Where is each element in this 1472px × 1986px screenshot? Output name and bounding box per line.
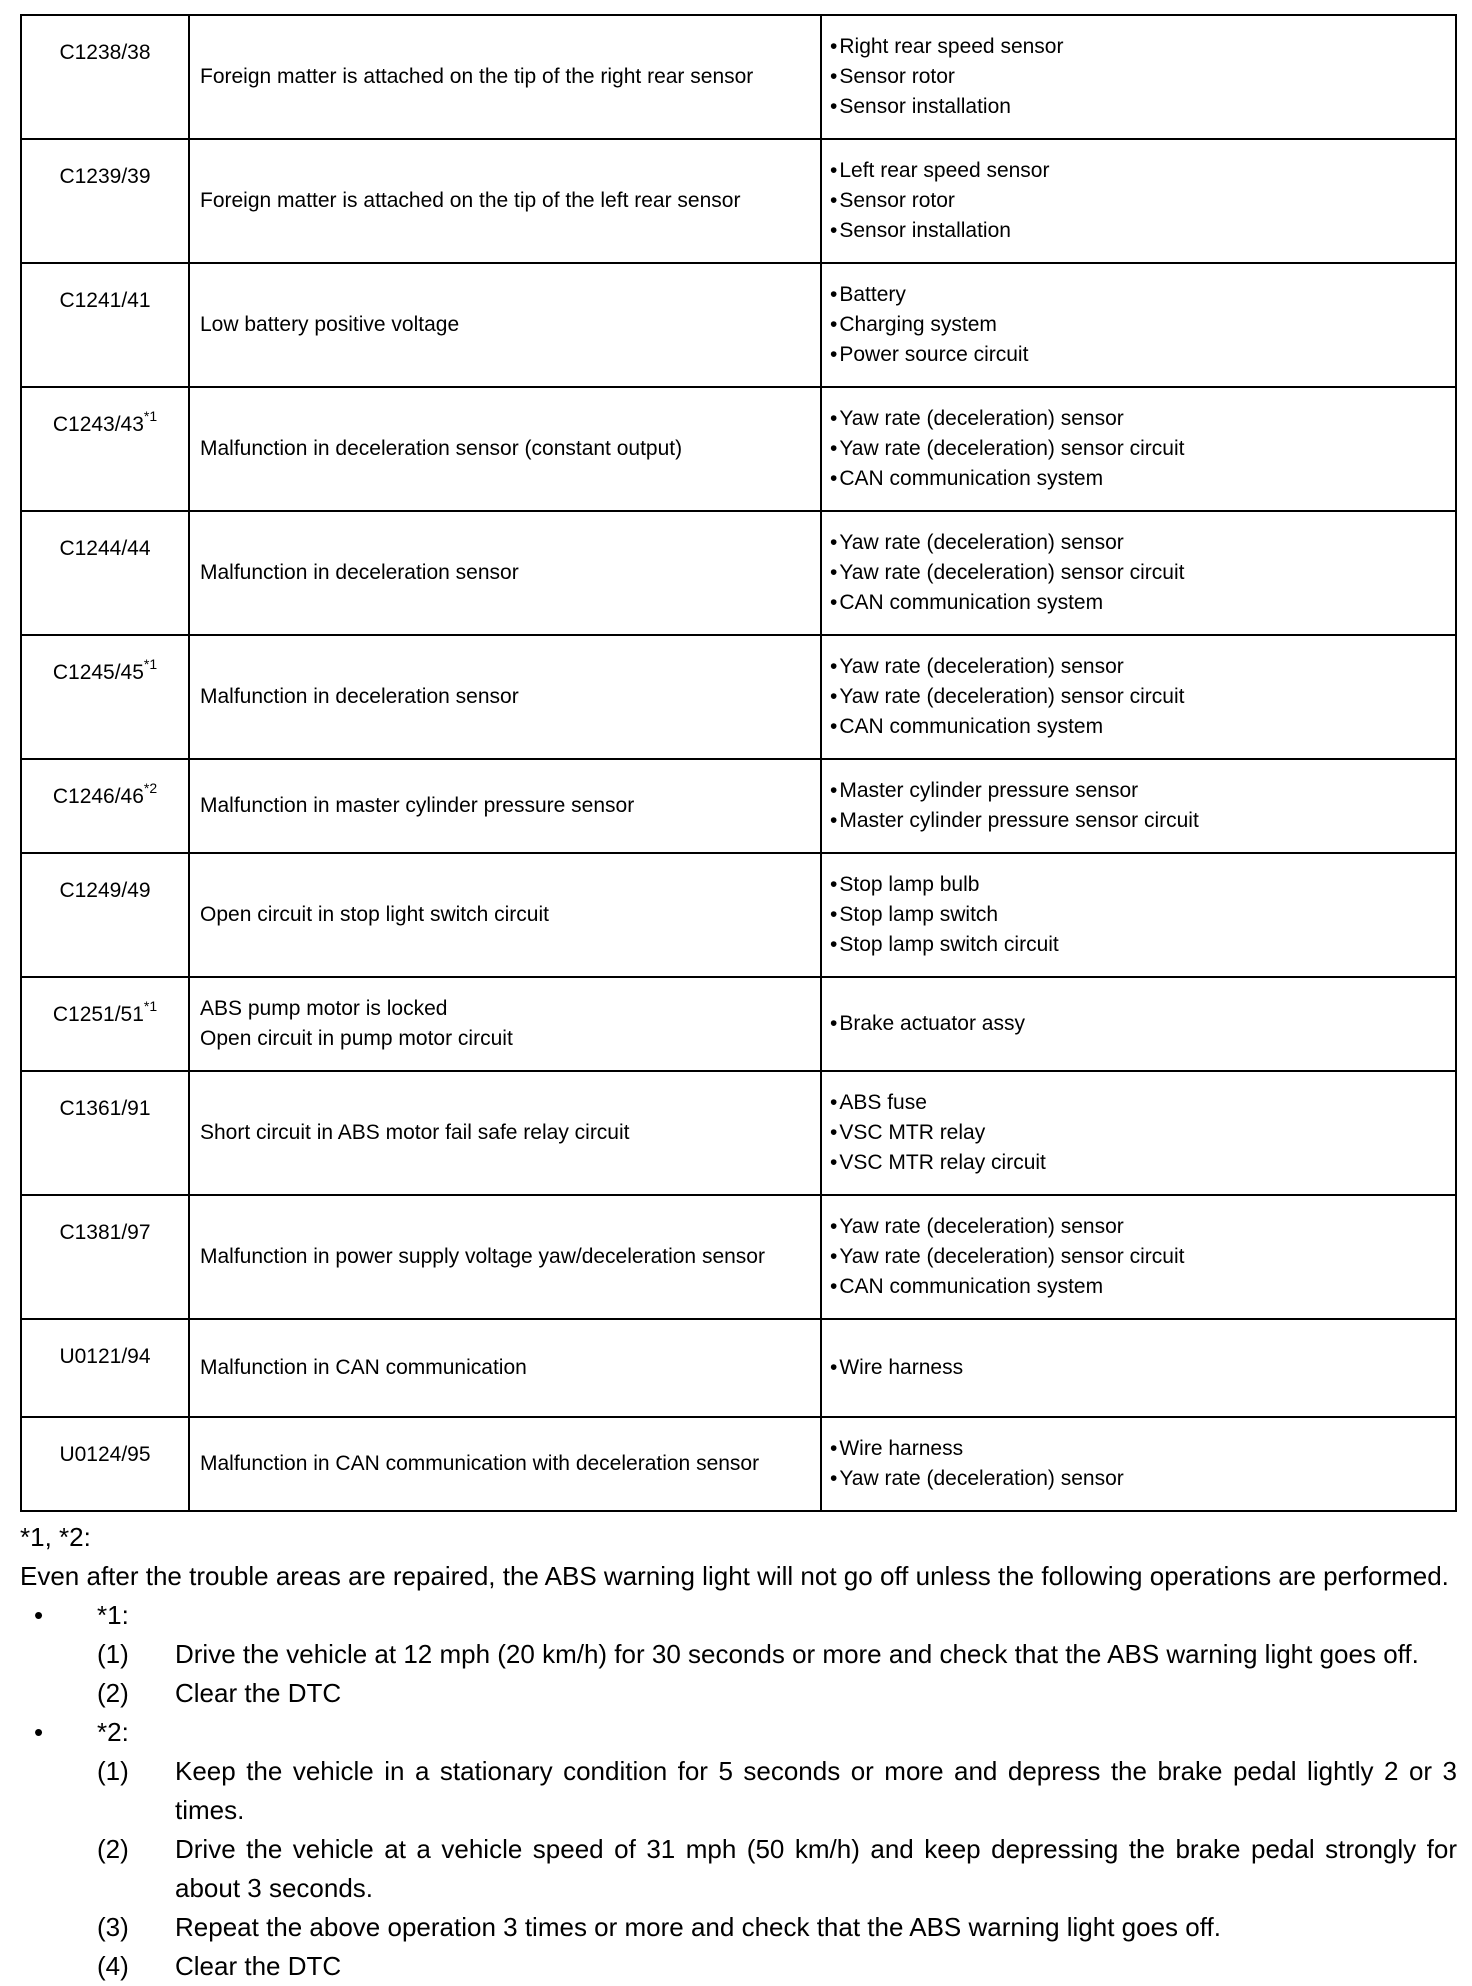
dtc-row xyxy=(21,1071,1456,1195)
trouble-area-item: • Left rear speed sensor xyxy=(830,156,1455,186)
dtc-row xyxy=(21,139,1456,263)
dtc-code: C1243/43 xyxy=(52,413,144,436)
step-text: Repeat the above operation 3 times or more and check that the ABS warning light goes off. xyxy=(175,1912,1221,1942)
trouble-area-item: • Master cylinder pressure sensor xyxy=(830,776,1455,806)
dtc-code-cell xyxy=(21,15,189,139)
dtc-condition-line: Low battery positive voltage xyxy=(200,313,460,336)
trouble-area-item: • Power source circuit xyxy=(830,340,1455,370)
trouble-area-item: • Yaw rate (deceleration) sensor xyxy=(830,1212,1455,1242)
step-number: (2) xyxy=(97,1834,129,1864)
trouble-area-item: • Wire harness xyxy=(830,1353,1455,1383)
dtc-row xyxy=(21,15,1456,139)
dtc-row xyxy=(21,1417,1456,1511)
document-page xyxy=(20,14,1460,1986)
procedure-step xyxy=(20,1635,1457,1674)
dtc-condition-cell xyxy=(189,263,821,387)
dtc-table xyxy=(20,14,1457,1512)
dtc-trouble-area-cell xyxy=(821,759,1456,853)
procedure-step xyxy=(20,1752,1457,1830)
trouble-area-item: • Right rear speed sensor xyxy=(830,32,1455,62)
dtc-trouble-area-cell xyxy=(821,635,1456,759)
dtc-code: C1245/45 xyxy=(52,661,144,684)
dtc-condition-line: Foreign matter is attached on the tip of the right rear sensor xyxy=(200,65,754,88)
bullet-mark: • xyxy=(34,1600,44,1630)
dtc-code: C1251/51 xyxy=(52,1003,144,1026)
dtc-condition-line: Open circuit in pump motor circuit xyxy=(200,1027,513,1050)
trouble-area-item: • Battery xyxy=(830,280,1455,310)
dtc-row xyxy=(21,759,1456,853)
trouble-area-item: • Brake actuator assy xyxy=(830,1009,1455,1039)
group-label-text: *2: xyxy=(97,1717,129,1747)
dtc-row xyxy=(21,511,1456,635)
trouble-area-item: • Yaw rate (deceleration) sensor xyxy=(830,404,1455,434)
dtc-footnote-mark: *1 xyxy=(143,656,158,672)
step-text: Clear the DTC xyxy=(175,1951,342,1981)
dtc-code: C1239/39 xyxy=(59,165,151,188)
trouble-area-item: • Yaw rate (deceleration) sensor circuit xyxy=(830,558,1455,588)
dtc-condition-cell xyxy=(189,511,821,635)
dtc-condition-line: ABS pump motor is locked xyxy=(200,997,448,1020)
notes-header: *1, *2: xyxy=(20,1522,91,1552)
dtc-trouble-area-cell xyxy=(821,977,1456,1071)
dtc-code: C1244/44 xyxy=(59,537,151,560)
trouble-area-item: • Sensor rotor xyxy=(830,186,1455,216)
dtc-footnote-mark: *2 xyxy=(143,780,158,796)
dtc-condition-cell xyxy=(189,1319,821,1417)
dtc-footnote-mark: *1 xyxy=(143,998,158,1014)
dtc-condition-cell xyxy=(189,635,821,759)
dtc-condition-line: Malfunction in power supply voltage yaw/deceleration sensor xyxy=(200,1245,765,1268)
dtc-code: C1361/91 xyxy=(59,1097,151,1120)
step-number: (1) xyxy=(97,1756,129,1786)
trouble-area-item: • Yaw rate (deceleration) sensor circuit xyxy=(830,434,1455,464)
dtc-code-cell xyxy=(21,977,189,1071)
dtc-footnote-mark: *1 xyxy=(143,408,158,424)
dtc-condition-line: Malfunction in deceleration sensor (constant output) xyxy=(200,437,683,460)
procedure-step xyxy=(20,1947,1457,1986)
step-text: Drive the vehicle at 12 mph (20 km/h) for 30 seconds or more and check that the ABS warning light goes off. xyxy=(175,1639,1419,1669)
trouble-area-item: • Wire harness xyxy=(830,1434,1455,1464)
trouble-area-item: • Stop lamp switch xyxy=(830,900,1455,930)
step-text: Clear the DTC xyxy=(175,1678,342,1708)
dtc-condition-cell xyxy=(189,139,821,263)
trouble-area-item: • Sensor installation xyxy=(830,92,1455,122)
procedure-step xyxy=(20,1908,1457,1947)
dtc-condition-line: Foreign matter is attached on the tip of the left rear sensor xyxy=(200,189,741,212)
dtc-condition-cell xyxy=(189,387,821,511)
dtc-code-cell xyxy=(21,1195,189,1319)
trouble-area-item: • Master cylinder pressure sensor circuit xyxy=(830,806,1455,836)
dtc-code: C1246/46 xyxy=(52,785,144,808)
notes-group-label xyxy=(20,1596,1457,1635)
notes-groups xyxy=(20,1596,1457,1986)
dtc-code-cell xyxy=(21,1071,189,1195)
dtc-trouble-area-cell xyxy=(821,1319,1456,1417)
dtc-condition-cell xyxy=(189,15,821,139)
dtc-code-cell xyxy=(21,759,189,853)
procedure-step xyxy=(20,1830,1457,1908)
dtc-code: U0121/94 xyxy=(59,1345,151,1368)
dtc-row xyxy=(21,387,1456,511)
dtc-code-cell xyxy=(21,263,189,387)
procedure-step xyxy=(20,1674,1457,1713)
trouble-area-item: • Stop lamp bulb xyxy=(830,870,1455,900)
trouble-area-item: • CAN communication system xyxy=(830,464,1455,494)
notes-section xyxy=(20,1518,1457,1986)
trouble-area-item: • Sensor installation xyxy=(830,216,1455,246)
dtc-condition-cell xyxy=(189,1417,821,1511)
dtc-code: U0124/95 xyxy=(59,1443,151,1466)
step-number: (2) xyxy=(97,1678,129,1708)
dtc-trouble-area-cell xyxy=(821,387,1456,511)
trouble-area-item: • Yaw rate (deceleration) sensor xyxy=(830,528,1455,558)
dtc-condition-line: Malfunction in master cylinder pressure sensor xyxy=(200,794,635,817)
dtc-condition-line: Short circuit in ABS motor fail safe relay circuit xyxy=(200,1121,630,1144)
dtc-code-cell xyxy=(21,635,189,759)
dtc-code-cell xyxy=(21,511,189,635)
dtc-code-cell xyxy=(21,387,189,511)
dtc-trouble-area-cell xyxy=(821,511,1456,635)
dtc-code-cell xyxy=(21,139,189,263)
dtc-row xyxy=(21,977,1456,1071)
trouble-area-item: • Charging system xyxy=(830,310,1455,340)
notes-group-label xyxy=(20,1713,1457,1752)
trouble-area-item: • Yaw rate (deceleration) sensor xyxy=(830,652,1455,682)
dtc-condition-cell xyxy=(189,977,821,1071)
trouble-area-item: • Stop lamp switch circuit xyxy=(830,930,1455,960)
dtc-condition-line: Malfunction in deceleration sensor xyxy=(200,685,519,708)
dtc-condition-cell xyxy=(189,759,821,853)
trouble-area-item: • CAN communication system xyxy=(830,712,1455,742)
trouble-area-item: • Yaw rate (deceleration) sensor circuit xyxy=(830,682,1455,712)
step-text: Keep the vehicle in a stationary condition for 5 seconds or more and depress the brake pedal lightly 2 or 3 times. xyxy=(175,1756,1457,1825)
trouble-area-item: • Yaw rate (deceleration) sensor xyxy=(830,1464,1455,1494)
bullet-mark: • xyxy=(34,1717,44,1747)
dtc-trouble-area-cell xyxy=(821,1071,1456,1195)
dtc-condition-line: Malfunction in deceleration sensor xyxy=(200,561,519,584)
trouble-area-item: • VSC MTR relay xyxy=(830,1118,1455,1148)
trouble-area-item: • VSC MTR relay circuit xyxy=(830,1148,1455,1178)
dtc-condition-line: Malfunction in CAN communication xyxy=(200,1356,527,1379)
group-label-text: *1: xyxy=(97,1600,129,1630)
dtc-code-cell xyxy=(21,853,189,977)
step-number: (4) xyxy=(97,1951,129,1981)
trouble-area-item: • CAN communication system xyxy=(830,588,1455,618)
trouble-area-item: • CAN communication system xyxy=(830,1272,1455,1302)
dtc-trouble-area-cell xyxy=(821,1417,1456,1511)
dtc-row xyxy=(21,263,1456,387)
dtc-code-cell xyxy=(21,1319,189,1417)
dtc-trouble-area-cell xyxy=(821,15,1456,139)
dtc-trouble-area-cell xyxy=(821,263,1456,387)
dtc-code: C1249/49 xyxy=(59,879,151,902)
dtc-row xyxy=(21,853,1456,977)
dtc-code: C1241/41 xyxy=(59,289,151,312)
dtc-condition-line: Malfunction in CAN communication with deceleration sensor xyxy=(200,1452,760,1475)
trouble-area-item: • Sensor rotor xyxy=(830,62,1455,92)
dtc-code: C1381/97 xyxy=(59,1221,151,1244)
dtc-code: C1238/38 xyxy=(59,41,151,64)
trouble-area-item: • Yaw rate (deceleration) sensor circuit xyxy=(830,1242,1455,1272)
dtc-row xyxy=(21,1319,1456,1417)
step-number: (1) xyxy=(97,1639,129,1669)
step-text: Drive the vehicle at a vehicle speed of 31 mph (50 km/h) and keep depressing the brake pedal strongly for about 3 seconds. xyxy=(175,1834,1457,1903)
trouble-area-item: • ABS fuse xyxy=(830,1088,1455,1118)
dtc-table-body xyxy=(21,15,1456,1511)
notes-paragraph: Even after the trouble areas are repaired, the ABS warning light will not go off unless the following operations are performed. xyxy=(20,1561,1449,1591)
step-number: (3) xyxy=(97,1912,129,1942)
dtc-condition-line: Open circuit in stop light switch circuit xyxy=(200,903,549,926)
dtc-code-cell xyxy=(21,1417,189,1511)
dtc-row xyxy=(21,1195,1456,1319)
dtc-trouble-area-cell xyxy=(821,853,1456,977)
dtc-trouble-area-cell xyxy=(821,1195,1456,1319)
dtc-condition-cell xyxy=(189,1071,821,1195)
dtc-row xyxy=(21,635,1456,759)
dtc-trouble-area-cell xyxy=(821,139,1456,263)
dtc-condition-cell xyxy=(189,1195,821,1319)
dtc-condition-cell xyxy=(189,853,821,977)
